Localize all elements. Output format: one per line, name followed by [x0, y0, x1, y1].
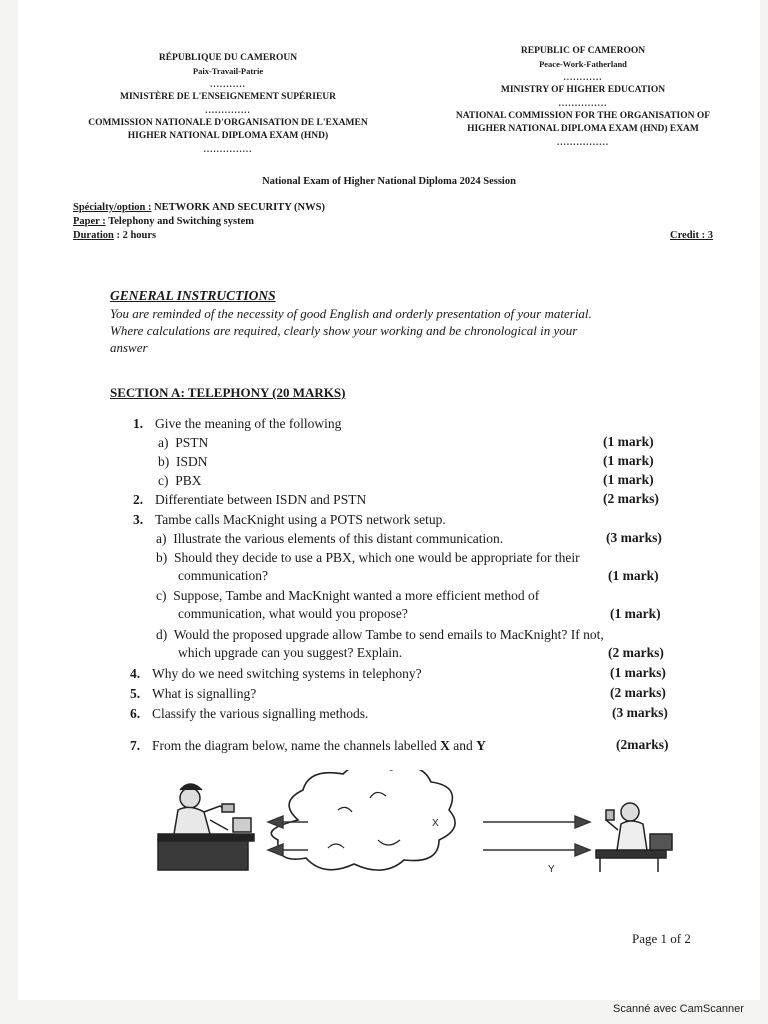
- sub-label: b): [156, 550, 168, 565]
- question-text: Differentiate between ISDN and PSTN: [155, 492, 367, 507]
- paper-value: Telephony and Switching system: [105, 216, 254, 227]
- divider-dots: ...............: [203, 144, 253, 154]
- motto-fr: Paix-Travail-Patrie: [192, 66, 264, 76]
- question-text: Tambe calls MacKnight using a POTS network setup.: [155, 512, 446, 527]
- telephony-diagram: [138, 770, 678, 885]
- specialty-line: [73, 201, 733, 215]
- question-6: [130, 705, 368, 723]
- country-fr: RÉPUBLIQUE DU CAMEROUN: [158, 53, 298, 63]
- question-2: [133, 491, 366, 509]
- marks: (2 marks): [603, 491, 659, 506]
- motto-en: Peace-Work-Fatherland: [539, 59, 627, 69]
- instructions-heading: GENERAL INSTRUCTIONS: [110, 288, 276, 303]
- divider-dots: ...........: [210, 79, 246, 89]
- question-text: PBX: [175, 473, 202, 488]
- question-1a: [158, 434, 208, 452]
- question-text: Illustrate the various elements of this distant communication.: [173, 531, 504, 546]
- section-a-heading: SECTION A: TELEPHONY (20 MARKS): [110, 385, 346, 400]
- marks: (3 marks): [612, 705, 668, 720]
- question-text: Suppose, Tambe and MacKnight wanted a more efficient method of: [173, 588, 540, 603]
- instructions-line: answer: [110, 340, 148, 355]
- question-3: [133, 511, 446, 529]
- sub-label: d): [156, 627, 168, 642]
- question-1c: [158, 472, 202, 490]
- specialty-key: Spécialty/option :: [73, 202, 152, 213]
- right-callee-illustration: [596, 803, 672, 872]
- ministry-en: MINISTRY OF HIGHER EDUCATION: [500, 85, 666, 95]
- question-text: Give the meaning of the following: [155, 416, 342, 431]
- question-4: [130, 665, 422, 683]
- question-text: Should they decide to use a PBX, which one would be appropriate for their: [174, 550, 580, 565]
- question-text: which upgrade can you suggest? Explain.: [178, 645, 403, 660]
- header-right: [428, 45, 738, 149]
- question-text: Would the proposed upgrade allow Tambe to send emails to MacKnight? If not,: [173, 627, 604, 642]
- marks: (2 marks): [610, 685, 666, 700]
- question-text: communication?: [178, 568, 268, 583]
- question-number: 7.: [130, 738, 141, 753]
- exam-sheet: [18, 0, 760, 1000]
- question-3a: [156, 530, 503, 548]
- sub-label: a): [158, 435, 169, 450]
- question-3b: [156, 549, 666, 585]
- question-text: communication, what would you propose?: [178, 606, 408, 621]
- commission-fr-line1: COMMISSION NATIONALE D'ORGANISATION DE L'EXAMEN: [88, 118, 368, 128]
- channel-y-ref: Y: [476, 738, 486, 753]
- question-3c: [156, 587, 666, 623]
- duration-key: Duration: [73, 230, 114, 241]
- marks: (1 mark): [608, 568, 659, 583]
- duration-value: : 2 hours: [113, 230, 157, 241]
- exam-title: National Exam of Higher National Diploma 2024 Session: [262, 176, 516, 187]
- channel-label-x: X: [432, 818, 439, 829]
- question-number: 4.: [130, 666, 141, 681]
- credit: [670, 229, 713, 243]
- question-text: What is signalling?: [152, 686, 257, 701]
- divider-dots: ............: [563, 72, 603, 82]
- question-3d: [156, 626, 686, 662]
- question-5: [130, 685, 256, 703]
- marks: (1 mark): [603, 472, 654, 487]
- question-text: From the diagram below, name the channels labelled: [152, 738, 441, 753]
- commission-en-line2: HIGHER NATIONAL DIPLOMA EXAM (HND) EXAM: [467, 124, 699, 134]
- network-cloud: [271, 770, 455, 870]
- marks: (1 marks): [610, 665, 666, 680]
- page-number: Page 1 of 2: [632, 931, 691, 946]
- question-1: [133, 415, 341, 433]
- instructions-line: Where calculations are required, clearly show your working and be chronological in your: [110, 323, 578, 338]
- question-number: 1.: [133, 416, 144, 431]
- question-number: 5.: [130, 686, 141, 701]
- paper-key: Paper :: [73, 216, 106, 227]
- marks: (1 mark): [603, 453, 654, 468]
- sub-label: c): [156, 588, 167, 603]
- marks: (1 mark): [610, 606, 661, 621]
- header-left: [78, 52, 378, 156]
- question-1b: [158, 453, 208, 471]
- marks: (1 mark): [603, 434, 654, 449]
- left-caller-illustration: [158, 784, 254, 870]
- question-number: 6.: [130, 706, 141, 721]
- channel-x-ref: X: [440, 738, 450, 753]
- question-text: ISDN: [176, 454, 208, 469]
- commission-fr-line2: HIGHER NATIONAL DIPLOMA EXAM (HND): [127, 131, 329, 141]
- scanner-watermark: Scanné avec CamScanner: [613, 1003, 744, 1015]
- marks: (3 marks): [606, 530, 662, 545]
- sub-label: b): [158, 454, 170, 469]
- country-en: REPUBLIC OF CAMEROON: [520, 46, 646, 56]
- instructions-text: [110, 305, 720, 356]
- instructions-line: You are reminded of the necessity of good English and orderly presentation of your material.: [110, 306, 592, 321]
- sub-label: a): [156, 531, 167, 546]
- duration-line: [73, 229, 733, 243]
- divider-dots: ................: [557, 137, 609, 147]
- question-number: 3.: [133, 512, 144, 527]
- commission-en-line1: NATIONAL COMMISSION FOR THE ORGANISATION OF: [455, 111, 711, 121]
- divider-dots: ..............: [205, 105, 251, 115]
- question-number: 2.: [133, 492, 144, 507]
- question-text: Classify the various signalling methods.: [152, 706, 369, 721]
- exam-meta: [73, 201, 733, 243]
- marks: (2marks): [616, 737, 669, 752]
- marks: (2 marks): [608, 645, 664, 660]
- question-text: Why do we need switching systems in telephony?: [152, 666, 422, 681]
- paper-line: [73, 215, 733, 229]
- specialty-value: NETWORK AND SECURITY (NWS): [151, 202, 325, 213]
- question-text: and: [449, 738, 477, 753]
- question-text: PSTN: [175, 435, 209, 450]
- channel-label-y: Y: [548, 864, 555, 875]
- question-7: [130, 737, 486, 755]
- ministry-fr: MINISTÈRE DE L'ENSEIGNEMENT SUPÉRIEUR: [120, 92, 336, 102]
- credit-text: Credit : 3: [670, 230, 713, 241]
- divider-dots: ...............: [558, 98, 608, 108]
- sub-label: c): [158, 473, 169, 488]
